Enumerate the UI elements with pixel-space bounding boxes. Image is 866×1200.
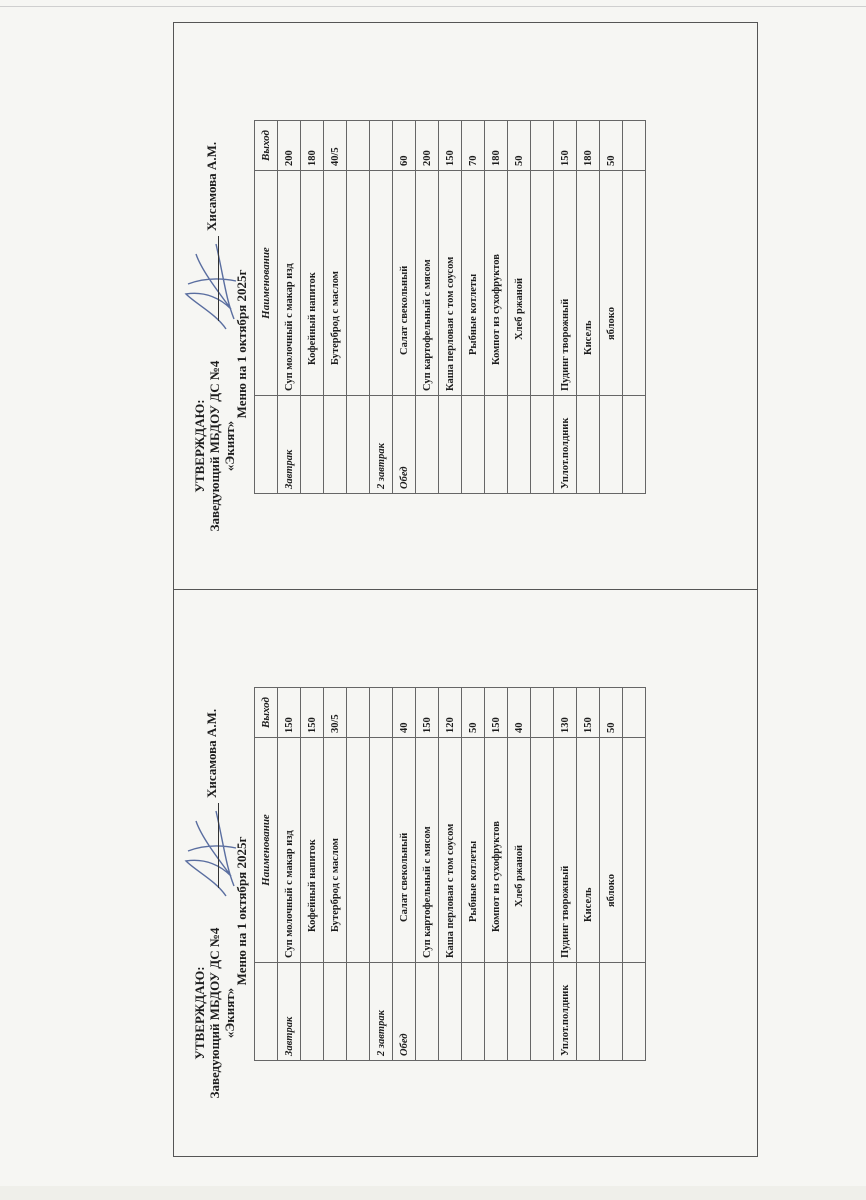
table-row: [554, 121, 577, 494]
dish-cell: Рыбные котлеты: [462, 171, 485, 396]
output-cell: 60: [393, 121, 416, 171]
meal-cell: [623, 963, 646, 1061]
table-row: [508, 121, 531, 494]
table-row: [393, 121, 416, 494]
meal-cell: [324, 396, 347, 494]
output-cell: [531, 688, 554, 738]
meal-cell: Завтрак: [278, 963, 301, 1061]
table-row: [301, 121, 324, 494]
meal-cell: [485, 963, 508, 1061]
table-row: [370, 121, 393, 494]
scan-bottom-band: [0, 1186, 866, 1200]
table-row: [577, 121, 600, 494]
meal-cell: [577, 396, 600, 494]
dish-cell: Рыбные котлеты: [462, 738, 485, 963]
meal-cell: [324, 963, 347, 1061]
header-name: Наименование: [255, 738, 278, 963]
meal-cell: [508, 396, 531, 494]
meal-cell: Завтрак: [278, 396, 301, 494]
output-cell: [531, 121, 554, 171]
meal-cell: [347, 396, 370, 494]
output-cell: [623, 121, 646, 171]
table-row: [531, 121, 554, 494]
meal-cell: Уплот.полдник: [554, 396, 577, 494]
meal-cell: [485, 396, 508, 494]
output-cell: 70: [462, 121, 485, 171]
header-output: Выход: [255, 121, 278, 171]
dish-cell: Кофейный напиток: [301, 738, 324, 963]
output-cell: 130: [554, 688, 577, 738]
menu-title: Меню на 1 октября 2025г: [234, 269, 249, 419]
table-header-row: [255, 121, 278, 494]
dish-cell: [370, 738, 393, 963]
dish-cell: [531, 171, 554, 396]
output-cell: [370, 121, 393, 171]
approval-position: Заведующий МБДОУ ДС №4: [207, 927, 222, 1099]
meal-cell: [416, 963, 439, 1061]
dish-cell: Пудинг творожный: [554, 171, 577, 396]
signer-name: Хисамова А.М.: [204, 708, 219, 798]
output-cell: 150: [485, 688, 508, 738]
scan-top-edge: [0, 6, 866, 7]
header-meal: [255, 396, 278, 494]
table-row: [531, 688, 554, 1061]
dish-cell: Суп молочный с макар изд: [278, 738, 301, 963]
meal-cell: [623, 396, 646, 494]
dish-cell: Салат свекольный: [393, 738, 416, 963]
dish-cell: яблоко: [600, 738, 623, 963]
table-row: [439, 121, 462, 494]
output-cell: 150: [577, 688, 600, 738]
table-row: [462, 121, 485, 494]
header-meal: [255, 963, 278, 1061]
dish-cell: Пудинг творожный: [554, 738, 577, 963]
table-header-row: [255, 688, 278, 1061]
header-name: Наименование: [255, 171, 278, 396]
meal-cell: [600, 396, 623, 494]
dish-cell: Компот из сухофруктов: [485, 171, 508, 396]
meal-cell: [439, 963, 462, 1061]
table-row: [416, 688, 439, 1061]
meal-cell: [531, 396, 554, 494]
meal-cell: [531, 963, 554, 1061]
dish-cell: Бутерброд с маслом: [324, 738, 347, 963]
meal-cell: Обед: [393, 396, 416, 494]
output-cell: [347, 688, 370, 738]
output-cell: 150: [416, 688, 439, 738]
output-cell: [623, 688, 646, 738]
output-cell: 150: [278, 688, 301, 738]
meal-cell: Уплот.полдник: [554, 963, 577, 1061]
table-row: [485, 688, 508, 1061]
dish-cell: яблоко: [600, 171, 623, 396]
signature-line: [218, 236, 219, 321]
table-row: [508, 688, 531, 1061]
dish-cell: Кофейный напиток: [301, 171, 324, 396]
dish-cell: Компот из сухофруктов: [485, 738, 508, 963]
output-cell: 30/5: [324, 688, 347, 738]
table-row: [278, 121, 301, 494]
menu-document-2: [174, 22, 757, 589]
output-cell: 50: [600, 121, 623, 171]
meal-cell: [347, 963, 370, 1061]
table-row: [324, 688, 347, 1061]
approval-org: «Экият»: [222, 987, 237, 1039]
table-row: [577, 688, 600, 1061]
output-cell: 200: [278, 121, 301, 171]
table-row: [416, 121, 439, 494]
output-cell: 200: [416, 121, 439, 171]
menu-table: [254, 687, 646, 1061]
output-cell: 150: [554, 121, 577, 171]
meal-cell: [577, 963, 600, 1061]
table-row: [370, 688, 393, 1061]
output-cell: [370, 688, 393, 738]
table-row: [347, 688, 370, 1061]
output-cell: 180: [577, 121, 600, 171]
meal-cell: 2 завтрак: [370, 396, 393, 494]
meal-cell: [416, 396, 439, 494]
table-row: [347, 121, 370, 494]
dish-cell: Каша перловая с том соусом: [439, 171, 462, 396]
menu-table: [254, 120, 646, 494]
meal-cell: [462, 963, 485, 1061]
approval-org: «Экият»: [222, 420, 237, 472]
approval-heading: УТВЕРЖДАЮ:: [192, 399, 207, 493]
output-cell: [347, 121, 370, 171]
dish-cell: Салат свекольный: [393, 171, 416, 396]
output-cell: 40: [393, 688, 416, 738]
dish-cell: Суп картофельный с мясом: [416, 738, 439, 963]
output-cell: 50: [600, 688, 623, 738]
table-row: [393, 688, 416, 1061]
meal-cell: [439, 396, 462, 494]
dish-cell: Каша перловая с том соусом: [439, 738, 462, 963]
table-row: [554, 688, 577, 1061]
dish-cell: Кисель: [577, 171, 600, 396]
output-cell: 40/5: [324, 121, 347, 171]
dish-cell: [623, 171, 646, 396]
menu-title: Меню на 1 октября 2025г: [234, 836, 249, 986]
meal-cell: Обед: [393, 963, 416, 1061]
header-output: Выход: [255, 688, 278, 738]
meal-cell: [600, 963, 623, 1061]
dish-cell: [347, 738, 370, 963]
dish-cell: [347, 171, 370, 396]
table-row: [439, 688, 462, 1061]
table-row: [485, 121, 508, 494]
dish-cell: Хлеб ржаной: [508, 738, 531, 963]
dish-cell: Суп молочный с макар изд: [278, 171, 301, 396]
signature-line: [218, 803, 219, 888]
output-cell: 150: [301, 688, 324, 738]
meal-cell: 2 завтрак: [370, 963, 393, 1061]
signer-name: Хисамова А.М.: [204, 141, 219, 231]
approval-block: [192, 321, 237, 571]
meal-cell: [301, 963, 324, 1061]
menu-sheet: [173, 22, 758, 1157]
output-cell: 50: [462, 688, 485, 738]
output-cell: 180: [301, 121, 324, 171]
output-cell: 120: [439, 688, 462, 738]
output-cell: 40: [508, 688, 531, 738]
dish-cell: [623, 738, 646, 963]
approval-position: Заведующий МБДОУ ДС №4: [207, 360, 222, 532]
dish-cell: Бутерброд с маслом: [324, 171, 347, 396]
output-cell: 50: [508, 121, 531, 171]
meal-cell: [301, 396, 324, 494]
dish-cell: Кисель: [577, 738, 600, 963]
table-row: [623, 688, 646, 1061]
table-row: [600, 688, 623, 1061]
table-row: [301, 688, 324, 1061]
dish-cell: Хлеб ржаной: [508, 171, 531, 396]
table-row: [462, 688, 485, 1061]
menu-document-1: [174, 589, 757, 1156]
output-cell: 180: [485, 121, 508, 171]
table-row: [324, 121, 347, 494]
table-row: [623, 121, 646, 494]
output-cell: 150: [439, 121, 462, 171]
meal-cell: [508, 963, 531, 1061]
dish-cell: [531, 738, 554, 963]
approval-heading: УТВЕРЖДАЮ:: [192, 966, 207, 1060]
dish-cell: Суп картофельный с мясом: [416, 171, 439, 396]
meal-cell: [462, 396, 485, 494]
table-row: [600, 121, 623, 494]
dish-cell: [370, 171, 393, 396]
table-row: [278, 688, 301, 1061]
approval-block: [192, 888, 237, 1138]
